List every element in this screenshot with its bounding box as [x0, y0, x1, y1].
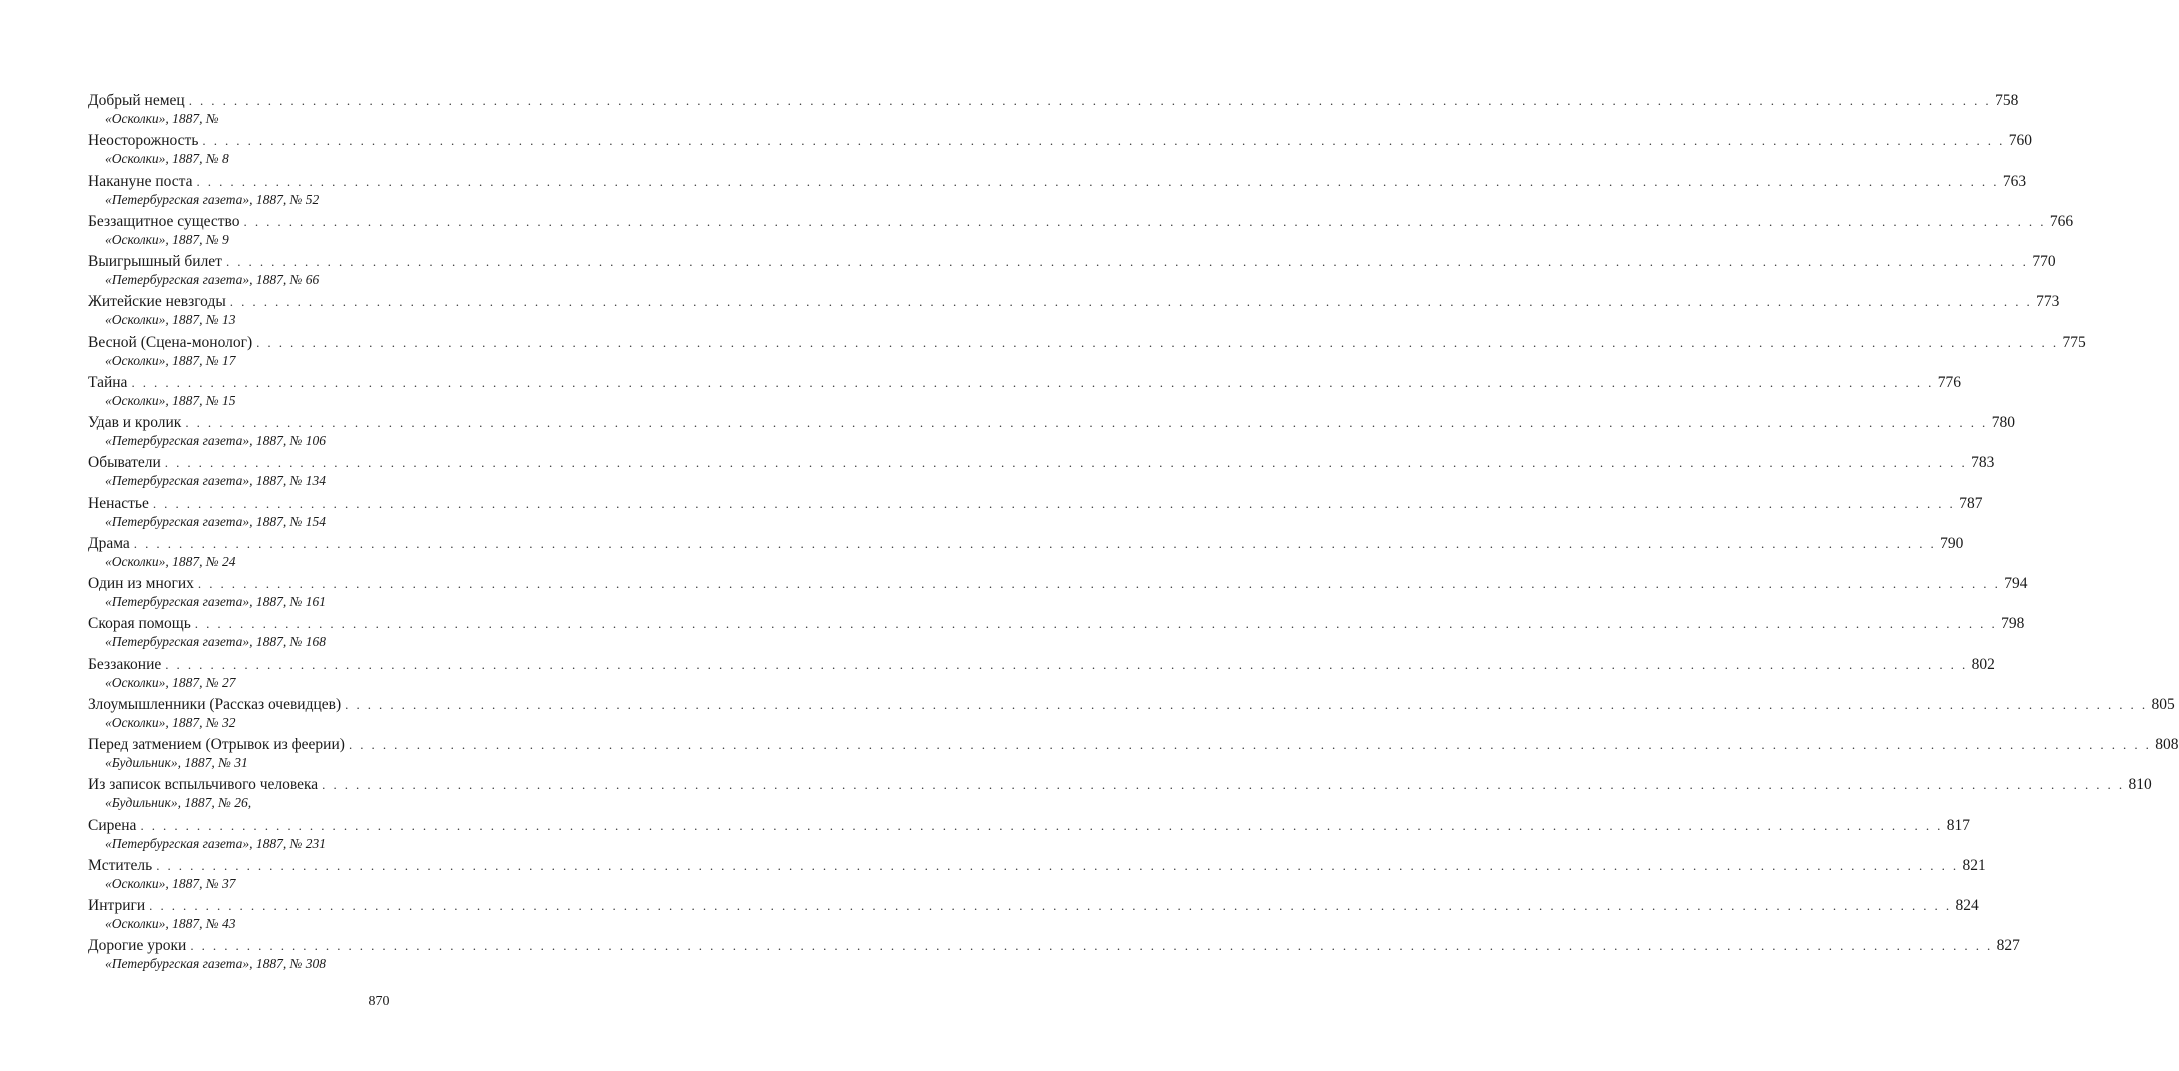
toc-entry-source: «Осколки», 1887, № 15 [105, 392, 236, 408]
toc-entry [88, 654, 1995, 694]
dot-leader: . . . . . . . . . . . . . . . . . . . . . . . . . . . . . . . . . . . . . . . . . . . . . . . . . . . . . . . . . . . . . . . . . . . . . . . . . . . . . . . . . . . . . . . . . . . . . . . . . . . . . . . . . . . . . . . . . . . . . . . . . . . . . . . . . . . . . . . . . . . . . . . . . . . . . . . . . . . . . . . . [194, 616, 1998, 632]
toc-entry-line [88, 855, 1986, 876]
toc-entry [88, 452, 1995, 492]
toc-entry-source: «Осколки», 1887, № 17 [105, 352, 236, 368]
toc-entry-title: Злоумышленники (Рассказ очевидцев) [88, 695, 342, 713]
toc-entry-page: 821 [1962, 856, 1986, 874]
toc-entry [88, 412, 2015, 452]
toc-entry-source: «Осколки», 1887, № 27 [105, 674, 236, 690]
toc-entry-line [88, 774, 2152, 795]
toc-entry [88, 251, 2056, 291]
dot-leader: . . . . . . . . . . . . . . . . . . . . . . . . . . . . . . . . . . . . . . . . . . . . . . . . . . . . . . . . . . . . . . . . . . . . . . . . . . . . . . . . . . . . . . . . . . . . . . . . . . . . . . . . . . . . . . . . . . . . . . . . . . . . . . . . . . . . . . . . . . . . . . . . . . . . . . . . . . . . . . . . [225, 254, 2029, 269]
toc-entry-line [88, 935, 2020, 956]
toc-entry-title: Мститель [88, 856, 153, 874]
dot-leader: . . . . . . . . . . . . . . . . . . . . . . . . . . . . . . . . . . . . . . . . . . . . . . . . . . . . . . . . . . . . . . . . . . . . . . . . . . . . . . . . . . . . . . . . . . . . . . . . . . . . . . . . . . . . . . . . . . . . . . . . . . . . . . . . . . . . . . . . . . . . . . . . . . . . . . . . . . . . . . . . [149, 898, 1952, 913]
toc-entry [88, 372, 1962, 412]
toc-entry-line [88, 573, 2028, 594]
toc-entry-line [88, 251, 2056, 272]
toc-entry-title: Тайна [88, 373, 128, 391]
toc-entry-title: Интриги [88, 897, 146, 914]
toc-entry-title: Беззаконие [88, 655, 162, 673]
toc-entry-page: 775 [2062, 333, 2086, 351]
dot-leader: . . . . . . . . . . . . . . . . . . . . . . . . . . . . . . . . . . . . . . . . . . . . . . . . . . . . . . . . . . . . . . . . . . . . . . . . . . . . . . . . . . . . . . . . . . . . . . . . . . . . . . . . . . . . . . . . . . . . . . . . . . . . . . . . . . . . . . . . . . . . . . . . . . . . . . . . . . . . . . . . [197, 576, 2001, 591]
toc-entry-title: Неосторожность [88, 132, 199, 150]
toc-entry-title: Из записок вспыльчивого человека [88, 776, 319, 794]
toc-entry-page: 817 [1946, 816, 1971, 834]
toc-entry [88, 573, 2028, 613]
toc-entry [88, 332, 2086, 372]
dot-leader: . . . . . . . . . . . . . . . . . . . . . . . . . . . . . . . . . . . . . . . . . . . . . . . . . . . . . . . . . . . . . . . . . . . . . . . . . . . . . . . . . . . . . . . . . . . . . . . . . . . . . . . . . . . . . . . . . . . . . . . . . . . . . . . . . . . . . . . . . . . . . . . . . . . . . . . . . . . . . . . . [188, 93, 1992, 108]
toc-entry-line [88, 332, 2086, 353]
toc-entry-line [88, 412, 2015, 433]
toc-entry-source: «Осколки», 1887, № 24 [105, 553, 236, 569]
toc-entry-title: Весной (Сцена-монолог) [88, 333, 253, 351]
toc-entry-line [88, 533, 1964, 554]
toc-entry-page: 808 [2155, 736, 2179, 753]
toc-entry-page: 760 [2008, 132, 2032, 150]
toc-entry-source: «Петербургская газета», 1887, № 308 [105, 956, 326, 972]
toc-entry-page: 805 [2151, 695, 2175, 713]
toc-entry-title: Перед затмением (Отрывок из феерии) [88, 736, 345, 753]
toc-entry-line [88, 291, 2060, 312]
toc-entry-source: «Петербургская газета», 1887, № 106 [105, 433, 326, 448]
toc-entry-line [88, 130, 2032, 151]
toc-entry-page: 763 [2002, 172, 2027, 190]
toc-entry-source: «Петербургская газета», 1887, № 52 [105, 191, 320, 207]
toc-entry-source: «Осколки», 1887, № 13 [105, 312, 236, 328]
toc-entry-line [88, 694, 2175, 715]
toc-entry [88, 734, 2179, 774]
toc-entry [88, 613, 2025, 653]
dot-leader: . . . . . . . . . . . . . . . . . . . . . . . . . . . . . . . . . . . . . . . . . . . . . . . . . . . . . . . . . . . . . . . . . . . . . . . . . . . . . . . . . . . . . . . . . . . . . . . . . . . . . . . . . . . . . . . . . . . . . . . . . . . . . . . . . . . . . . . . . . . . . . . . . . . . . . . . . . . . . . . . [152, 495, 1956, 511]
toc-entry-title: Обыватели [88, 454, 161, 472]
toc-entry-title: Один из многих [88, 575, 194, 592]
toc-entry-title: Беззащитное существо [88, 212, 240, 230]
toc-entry [88, 171, 2027, 211]
dot-leader: . . . . . . . . . . . . . . . . . . . . . . . . . . . . . . . . . . . . . . . . . . . . . . . . . . . . . . . . . . . . . . . . . . . . . . . . . . . . . . . . . . . . . . . . . . . . . . . . . . . . . . . . . . . . . . . . . . . . . . . . . . . . . . . . . . . . . . . . . . . . . . . . . . . . . . . . . . . . . . . . [185, 415, 1988, 430]
toc-entry-source: «Осколки», 1887, № 8 [105, 151, 229, 167]
dot-leader: . . . . . . . . . . . . . . . . . . . . . . . . . . . . . . . . . . . . . . . . . . . . . . . . . . . . . . . . . . . . . . . . . . . . . . . . . . . . . . . . . . . . . . . . . . . . . . . . . . . . . . . . . . . . . . . . . . . . . . . . . . . . . . . . . . . . . . . . . . . . . . . . . . . . . . . . . . . . . . . . [229, 294, 2033, 310]
toc-entry [88, 774, 2152, 814]
toc-entry-page: 783 [1971, 454, 1995, 472]
toc-entry [88, 130, 2032, 170]
toc-entry-source: «Петербургская газета», 1887, № 168 [105, 634, 326, 650]
toc-entry-title: Ненастье [88, 494, 149, 512]
toc-entry-line [88, 654, 1995, 675]
toc-entry-page: 780 [1991, 414, 2015, 431]
toc-entry-title: Драма [88, 534, 130, 552]
toc-entry [88, 211, 2074, 251]
toc-entry-page: 802 [1971, 655, 1995, 673]
toc-entry-line [88, 613, 2025, 634]
toc-entry-title: Добрый немец [88, 92, 185, 109]
toc-entry-source: «Петербургская газета», 1887, № 66 [105, 272, 320, 287]
toc-entry-page: 787 [1959, 494, 1983, 512]
dot-leader: . . . . . . . . . . . . . . . . . . . . . . . . . . . . . . . . . . . . . . . . . . . . . . . . . . . . . . . . . . . . . . . . . . . . . . . . . . . . . . . . . . . . . . . . . . . . . . . . . . . . . . . . . . . . . . . . . . . . . . . . . . . . . . . . . . . . . . . . . . . . . . . . . . . . . . . . . . . . . . . . [190, 938, 1993, 954]
toc-entry-title: Дорогие уроки [88, 937, 187, 955]
toc-entry-page: 758 [1995, 92, 2019, 109]
toc-entry-line [88, 171, 2027, 192]
toc-entry-line [88, 734, 2179, 755]
dot-leader: . . . . . . . . . . . . . . . . . . . . . . . . . . . . . . . . . . . . . . . . . . . . . . . . . . . . . . . . . . . . . . . . . . . . . . . . . . . . . . . . . . . . . . . . . . . . . . . . . . . . . . . . . . . . . . . . . . . . . . . . . . . . . . . . . . . . . . . . . . . . . . . . . . . . . . . . . . . . . . . . [202, 133, 2005, 149]
toc-entry-page: 810 [2128, 776, 2152, 794]
page-number: 870 [368, 994, 390, 1009]
toc-entry-source: «Будильник», 1887, № 26, [105, 795, 252, 811]
toc-entry-page: 776 [1937, 373, 1962, 391]
dot-leader: . . . . . . . . . . . . . . . . . . . . . . . . . . . . . . . . . . . . . . . . . . . . . . . . . . . . . . . . . . . . . . . . . . . . . . . . . . . . . . . . . . . . . . . . . . . . . . . . . . . . . . . . . . . . . . . . . . . . . . . . . . . . . . . . . . . . . . . . . . . . . . . . . . . . . . . . . . . . . . . . [140, 817, 1943, 833]
dot-leader: . . . . . . . . . . . . . . . . . . . . . . . . . . . . . . . . . . . . . . . . . . . . . . . . . . . . . . . . . . . . . . . . . . . . . . . . . . . . . . . . . . . . . . . . . . . . . . . . . . . . . . . . . . . . . . . . . . . . . . . . . . . . . . . . . . . . . . . . . . . . . . . . . . . . . . . . . . . . . . . . [131, 374, 1934, 390]
table-of-contents [88, 90, 2179, 976]
dot-leader: . . . . . . . . . . . . . . . . . . . . . . . . . . . . . . . . . . . . . . . . . . . . . . . . . . . . . . . . . . . . . . . . . . . . . . . . . . . . . . . . . . . . . . . . . . . . . . . . . . . . . . . . . . . . . . . . . . . . . . . . . . . . . . . . . . . . . . . . . . . . . . . . . . . . . . . . . . . . . . . . [322, 777, 2125, 793]
toc-entry-title: Накануне поста [88, 172, 193, 190]
toc-entry [88, 533, 1964, 573]
toc-entry-page: 794 [2004, 575, 2028, 592]
dot-leader: . . . . . . . . . . . . . . . . . . . . . . . . . . . . . . . . . . . . . . . . . . . . . . . . . . . . . . . . . . . . . . . . . . . . . . . . . . . . . . . . . . . . . . . . . . . . . . . . . . . . . . . . . . . . . . . . . . . . . . . . . . . . . . . . . . . . . . . . . . . . . . . . . . . . . . . . . . . . . . . . [345, 696, 2148, 712]
dot-leader: . . . . . . . . . . . . . . . . . . . . . . . . . . . . . . . . . . . . . . . . . . . . . . . . . . . . . . . . . . . . . . . . . . . . . . . . . . . . . . . . . . . . . . . . . . . . . . . . . . . . . . . . . . . . . . . . . . . . . . . . . . . . . . . . . . . . . . . . . . . . . . . . . . . . . . . . . . . . . . . . [256, 334, 2059, 350]
toc-entry-line [88, 90, 2019, 111]
toc-entry-source: «Осколки», 1887, № 43 [105, 916, 236, 931]
toc-entry [88, 291, 2060, 331]
dot-leader: . . . . . . . . . . . . . . . . . . . . . . . . . . . . . . . . . . . . . . . . . . . . . . . . . . . . . . . . . . . . . . . . . . . . . . . . . . . . . . . . . . . . . . . . . . . . . . . . . . . . . . . . . . . . . . . . . . . . . . . . . . . . . . . . . . . . . . . . . . . . . . . . . . . . . . . . . . . . . . . . [348, 737, 2152, 752]
toc-entry-line [88, 211, 2074, 232]
dot-leader: . . . . . . . . . . . . . . . . . . . . . . . . . . . . . . . . . . . . . . . . . . . . . . . . . . . . . . . . . . . . . . . . . . . . . . . . . . . . . . . . . . . . . . . . . . . . . . . . . . . . . . . . . . . . . . . . . . . . . . . . . . . . . . . . . . . . . . . . . . . . . . . . . . . . . . . . . . . . . . . . [165, 656, 1968, 672]
toc-entry-source: «Петербургская газета», 1887, № 161 [105, 594, 326, 609]
toc-entry-source: «Осколки», 1887, № 32 [105, 714, 236, 730]
toc-entry [88, 815, 1971, 855]
toc-entry-title: Житейские невзгоды [88, 293, 226, 311]
toc-entry [88, 935, 2020, 975]
toc-entry-page: 798 [2001, 615, 2025, 633]
toc-entry-page: 766 [2049, 212, 2074, 230]
toc-entry-page: 790 [1940, 534, 1964, 552]
toc-entry-source: «Петербургская газета», 1887, № 154 [105, 513, 326, 529]
toc-entry [88, 694, 2175, 734]
toc-entry-line [88, 452, 1995, 473]
toc-entry-page: 824 [1955, 897, 1979, 914]
dot-leader: . . . . . . . . . . . . . . . . . . . . . . . . . . . . . . . . . . . . . . . . . . . . . . . . . . . . . . . . . . . . . . . . . . . . . . . . . . . . . . . . . . . . . . . . . . . . . . . . . . . . . . . . . . . . . . . . . . . . . . . . . . . . . . . . . . . . . . . . . . . . . . . . . . . . . . . . . . . . . . . . [133, 535, 1937, 551]
toc-entry-page: 770 [2032, 253, 2056, 270]
toc-entry-source: «Будильник», 1887, № 31 [105, 755, 248, 770]
toc-entry-page: 773 [2036, 293, 2060, 311]
toc-entry-source: «Осколки», 1887, № 37 [105, 875, 236, 891]
toc-entry-line [88, 372, 1962, 393]
toc-entry [88, 90, 2019, 130]
toc-entry-title: Выигрышный билет [88, 253, 222, 270]
toc-entry [88, 855, 1986, 895]
toc-entry-title: Удав и кролик [88, 414, 182, 431]
toc-entry [88, 493, 1983, 533]
toc-entry-source: «Петербургская газета», 1887, № 134 [105, 473, 326, 489]
toc-entry [88, 895, 1979, 935]
toc-entry-page: 827 [1996, 937, 2020, 955]
dot-leader: . . . . . . . . . . . . . . . . . . . . . . . . . . . . . . . . . . . . . . . . . . . . . . . . . . . . . . . . . . . . . . . . . . . . . . . . . . . . . . . . . . . . . . . . . . . . . . . . . . . . . . . . . . . . . . . . . . . . . . . . . . . . . . . . . . . . . . . . . . . . . . . . . . . . . . . . . . . . . . . . [164, 455, 1968, 471]
toc-entry-source: «Осколки», 1887, № [105, 111, 219, 126]
dot-leader: . . . . . . . . . . . . . . . . . . . . . . . . . . . . . . . . . . . . . . . . . . . . . . . . . . . . . . . . . . . . . . . . . . . . . . . . . . . . . . . . . . . . . . . . . . . . . . . . . . . . . . . . . . . . . . . . . . . . . . . . . . . . . . . . . . . . . . . . . . . . . . . . . . . . . . . . . . . . . . . . [243, 213, 2046, 229]
dot-leader: . . . . . . . . . . . . . . . . . . . . . . . . . . . . . . . . . . . . . . . . . . . . . . . . . . . . . . . . . . . . . . . . . . . . . . . . . . . . . . . . . . . . . . . . . . . . . . . . . . . . . . . . . . . . . . . . . . . . . . . . . . . . . . . . . . . . . . . . . . . . . . . . . . . . . . . . . . . . . . . . [196, 173, 1999, 189]
toc-entry-line [88, 815, 1971, 836]
toc-entry-line [88, 493, 1983, 514]
toc-entry-source: «Петербургская газета», 1887, № 231 [105, 835, 326, 851]
toc-entry-line [88, 895, 1979, 916]
toc-entry-title: Скорая помощь [88, 615, 191, 633]
toc-entry-source: «Осколки», 1887, № 9 [105, 231, 229, 247]
dot-leader: . . . . . . . . . . . . . . . . . . . . . . . . . . . . . . . . . . . . . . . . . . . . . . . . . . . . . . . . . . . . . . . . . . . . . . . . . . . . . . . . . . . . . . . . . . . . . . . . . . . . . . . . . . . . . . . . . . . . . . . . . . . . . . . . . . . . . . . . . . . . . . . . . . . . . . . . . . . . . . . . [156, 857, 1959, 873]
toc-entry-title: Сирена [88, 816, 137, 834]
